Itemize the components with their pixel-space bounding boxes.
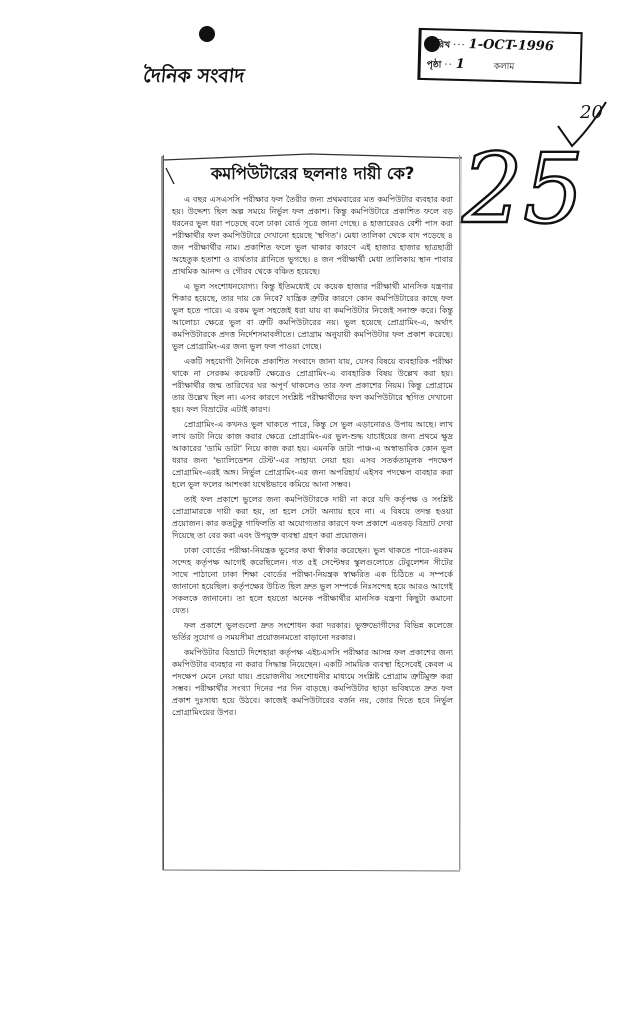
article-paragraph: কমপিউটার বিভ্রাটে দিশেহারা কর্তৃপক্ষ এইচএসসি পরীক্ষার আসন্ন ফল প্রকাশের জন্য কমপিউটার ব্যবহার না করার সিদ্ধান্ত নিয়েছেন। একটি সাময়িক ব্যবস্থা হিসেবেই কেবল এ পদক্ষেপ মেনে নেয়া যায়। প্রয়োজনীয় সংশোধনীর মাধ্যমে সংশ্লিষ্ট প্রোগ্রাম ত্রুটিমুক্ত করা সম্ভব। পরীক্ষার্থীর সংখ্যা দিনের পর দিন বাড়ছে। কমপিউটার ছাড়া ভবিষ্যতে দ্রুত ফল প্রকাশ দুঃসাধ্য হয়ে উঠবে। কাজেই কমপিউটারের বর্জন নয়, জোর দিতে হবে নির্ভুল প্রোগ্রামিংয়ের উপর।: [172, 648, 453, 717]
stamp-page-value: 1: [455, 56, 465, 73]
punch-hole: [199, 26, 215, 42]
stamp-column-label: কলাম: [493, 61, 515, 73]
article-paragraph: ঢাকা বোর্ডের পরীক্ষা-নিয়ন্ত্রক ভুলের কথা স্বীকার করেছেন। ভুল থাকতে পারে-এরকম সন্দেহ কর্তৃপক্ষ আগেই করেছিলেন। গত ৫ই সেপ্টেম্বর স্কুলগুলোতে টেবুলেশন সীটের সাথে পাঠানো ঢাকা শিক্ষা বোর্ডের পরীক্ষা-নিয়ন্ত্রক স্বাক্ষরিত এক চিঠিতে এ সম্পর্কে জানানো হয়েছিল। কর্তৃপক্ষের উচিত ছিল দ্রুত ভুল সম্পর্কে নিঃসন্দেহ হয়ে আরও আগেই সকলকে জানানো। তা হলে হয়তো অনেক পরীক্ষার্থীর মানসিক যন্ত্রণা কিছুটা কমানো যেত।: [172, 546, 453, 615]
article-paragraph: তাই ফল প্রকাশে ভুলের জন্য কমপিউটারকে দায়ী না করে যদি কর্তৃপক্ষ ও সংশ্লিষ্ট প্রোগ্রামারকে দায়ী করা হয়, তা হলে সেটা অন্যায় হবে না। এ বিষয়ে তদন্ত হওয়া প্রয়োজন। কার কতটুকু গাফিলতি বা অযোগ্যতার কারণে ফল প্রকাশে এতবড় বিভ্রাট দেখা দিয়েছে তা বের করা এবং উপযুক্ত ব্যবস্থা গ্রহণ করা প্রয়োজন।: [172, 495, 453, 540]
handwritten-page-number: [448, 140, 598, 240]
article-paragraph: প্রোগ্রামিং-এ কখনও ভুল থাকতে পারে, কিন্তু সে ভুল এড়ানোরও উপায় আছে। লাখ লাখ ডাটা নিয়ে কাজ করার ক্ষেত্রে প্রোগ্রামিং-এর ভুল-শুদ্ধ যাচাইয়ের জন্য প্রথমে ক্ষুদ্র আকারের 'ডামি ডাটা' নিয়ে কাজ করা হয়। এমনকি ডাটা পাঞ্চ-এ অস্বাভাবিক কোন ভুল ধরার জন্য 'ভ্যালিডেশন টেস্ট'-এর সাহায্য নেয়া হয়। এসব সতর্কতামূলক পদক্ষেপ প্রোগ্রামিং-এরই অঙ্গ। নির্ভুল প্রোগ্রামিং-এর জন্য অপরিহার্য এইসব পদক্ষেপ ব্যবহার করা হলে ভুল ফলের আশংকা যথেষ্টভাবে কমিয়ে আনা সম্ভব।: [172, 420, 453, 489]
stamp-page-label: পৃষ্ঠা: [426, 60, 442, 71]
stamp-divider: ··: [444, 59, 453, 71]
corner-mark-text: 20: [580, 102, 603, 123]
article-headline: কমপিউটারের ছলনাঃ দায়ী কে?: [210, 164, 415, 183]
stamp-divider: ···: [452, 39, 466, 52]
page-number-text: 25: [461, 140, 585, 240]
article-paragraph: এ ভুল সংশোধনযোগ্য। কিন্তু ইতিমধ্যেই যে কয়েক হাজার পরীক্ষার্থী মানসিক যন্ত্রণার শিকার হয়েছে, তার দায় কে নিবে? যান্ত্রিক ত্রুটির কারণে কোন কমপিউটারের কাছে ফল ভুল হতে পারে। এ রকম ভুল সহজেই ধরা যায় বা কমপিউটার নিজেই সনাক্ত করে। কিন্তু আলোচ্য ক্ষেত্রে ভুল বা ত্রুটি কমপিউটারের নয়। ভুল হয়েছে প্রোগ্রামিং-এ, অর্থাৎ কমপিউটারকে প্রদত্ত নির্দেশসমাবলীতে। প্রোগ্রাম অনুযায়ী কমপিউটার ফল প্রকাশ করেছে। ভুল প্রোগ্রামিং-এর জন্য ভুল ফল পাওয়া গেছে।: [172, 282, 453, 351]
archive-date-stamp: [417, 28, 582, 84]
newspaper-masthead: দৈনিক সংবাদ: [142, 65, 246, 87]
article-paragraph: একটি সহযোগী দৈনিকে প্রকাশিত সংবাদে জানা যায়, যেসব বিষয়ে ব্যবহারিক পরীক্ষা থাকে না সেরকম কয়েকটি ক্ষেত্রেও প্রোগ্রামিং-এ ব্যবহারিক বিষয় উল্লেখ করা হয়। পরীক্ষার্থীর জন্ম তারিখের ঘর অপূর্ণ থাকলেও তার ফল প্রকাশের নিয়ম। কিন্তু প্রোগ্রামে তার উল্লেখ ছিল না। এসব কারণে সংশ্লিষ্ট পরীক্ষার্থীদের ফল কমপিউটারে স্থগিত দেখানো হয়। ফল বিভ্রাটের এটাই কারণ।: [172, 357, 453, 414]
article-paragraph: ফল প্রকাশে ভুলগুলো দ্রুত সংশোধন করা দরকার। ভুক্তভোগীদের বিভিন্ন কলেজে ভর্তির সুযোগ ও সময়সীমা প্রয়োজনমতো বাড়ানো দরকার।: [172, 621, 453, 642]
newspaper-clipping: [163, 155, 460, 870]
stamp-date-label: তারিখ: [427, 40, 451, 51]
stamp-date-value: 1-OCT-1996: [468, 37, 555, 55]
article-paragraph: এ বছর এসএসসি পরীক্ষার ফল তৈরীর জন্য প্রথমবারের মত কমপিউটার ব্যবহার করা হয়। উদ্দেশ্য ছিল অল্প সময়ে নির্ভুল ফল প্রকাশ। কিন্তু কমপিউটারে প্রকাশিত ফলে বড় ধরনের ভুল ধরা পড়েছে বলে ঢাকা বোর্ড সূত্রে জানা গেছে। ৪ হাজারেরও বেশী পাস করা পরীক্ষার্থীর ফল কমপিউটারে দেখানো হয়েছে 'স্থগিত'। মেধা তালিকা থেকে বাদ পড়েছে ৪ জন পরীক্ষার্থীর নাম। প্রকাশিত ফলে ভুল থাকার কারণে এই হাজার হাজার ছাত্রছাত্রী অহেতুক হতাশা ও ব্যর্থতার গ্লানিতে ভুগছে। ৪ জন পরীক্ষার্থী মেধা তালিকায় স্থান পাবার প্রাথমিক আনন্দ ও গৌরব থেকে বঞ্চিত হয়েছে।: [172, 195, 453, 276]
